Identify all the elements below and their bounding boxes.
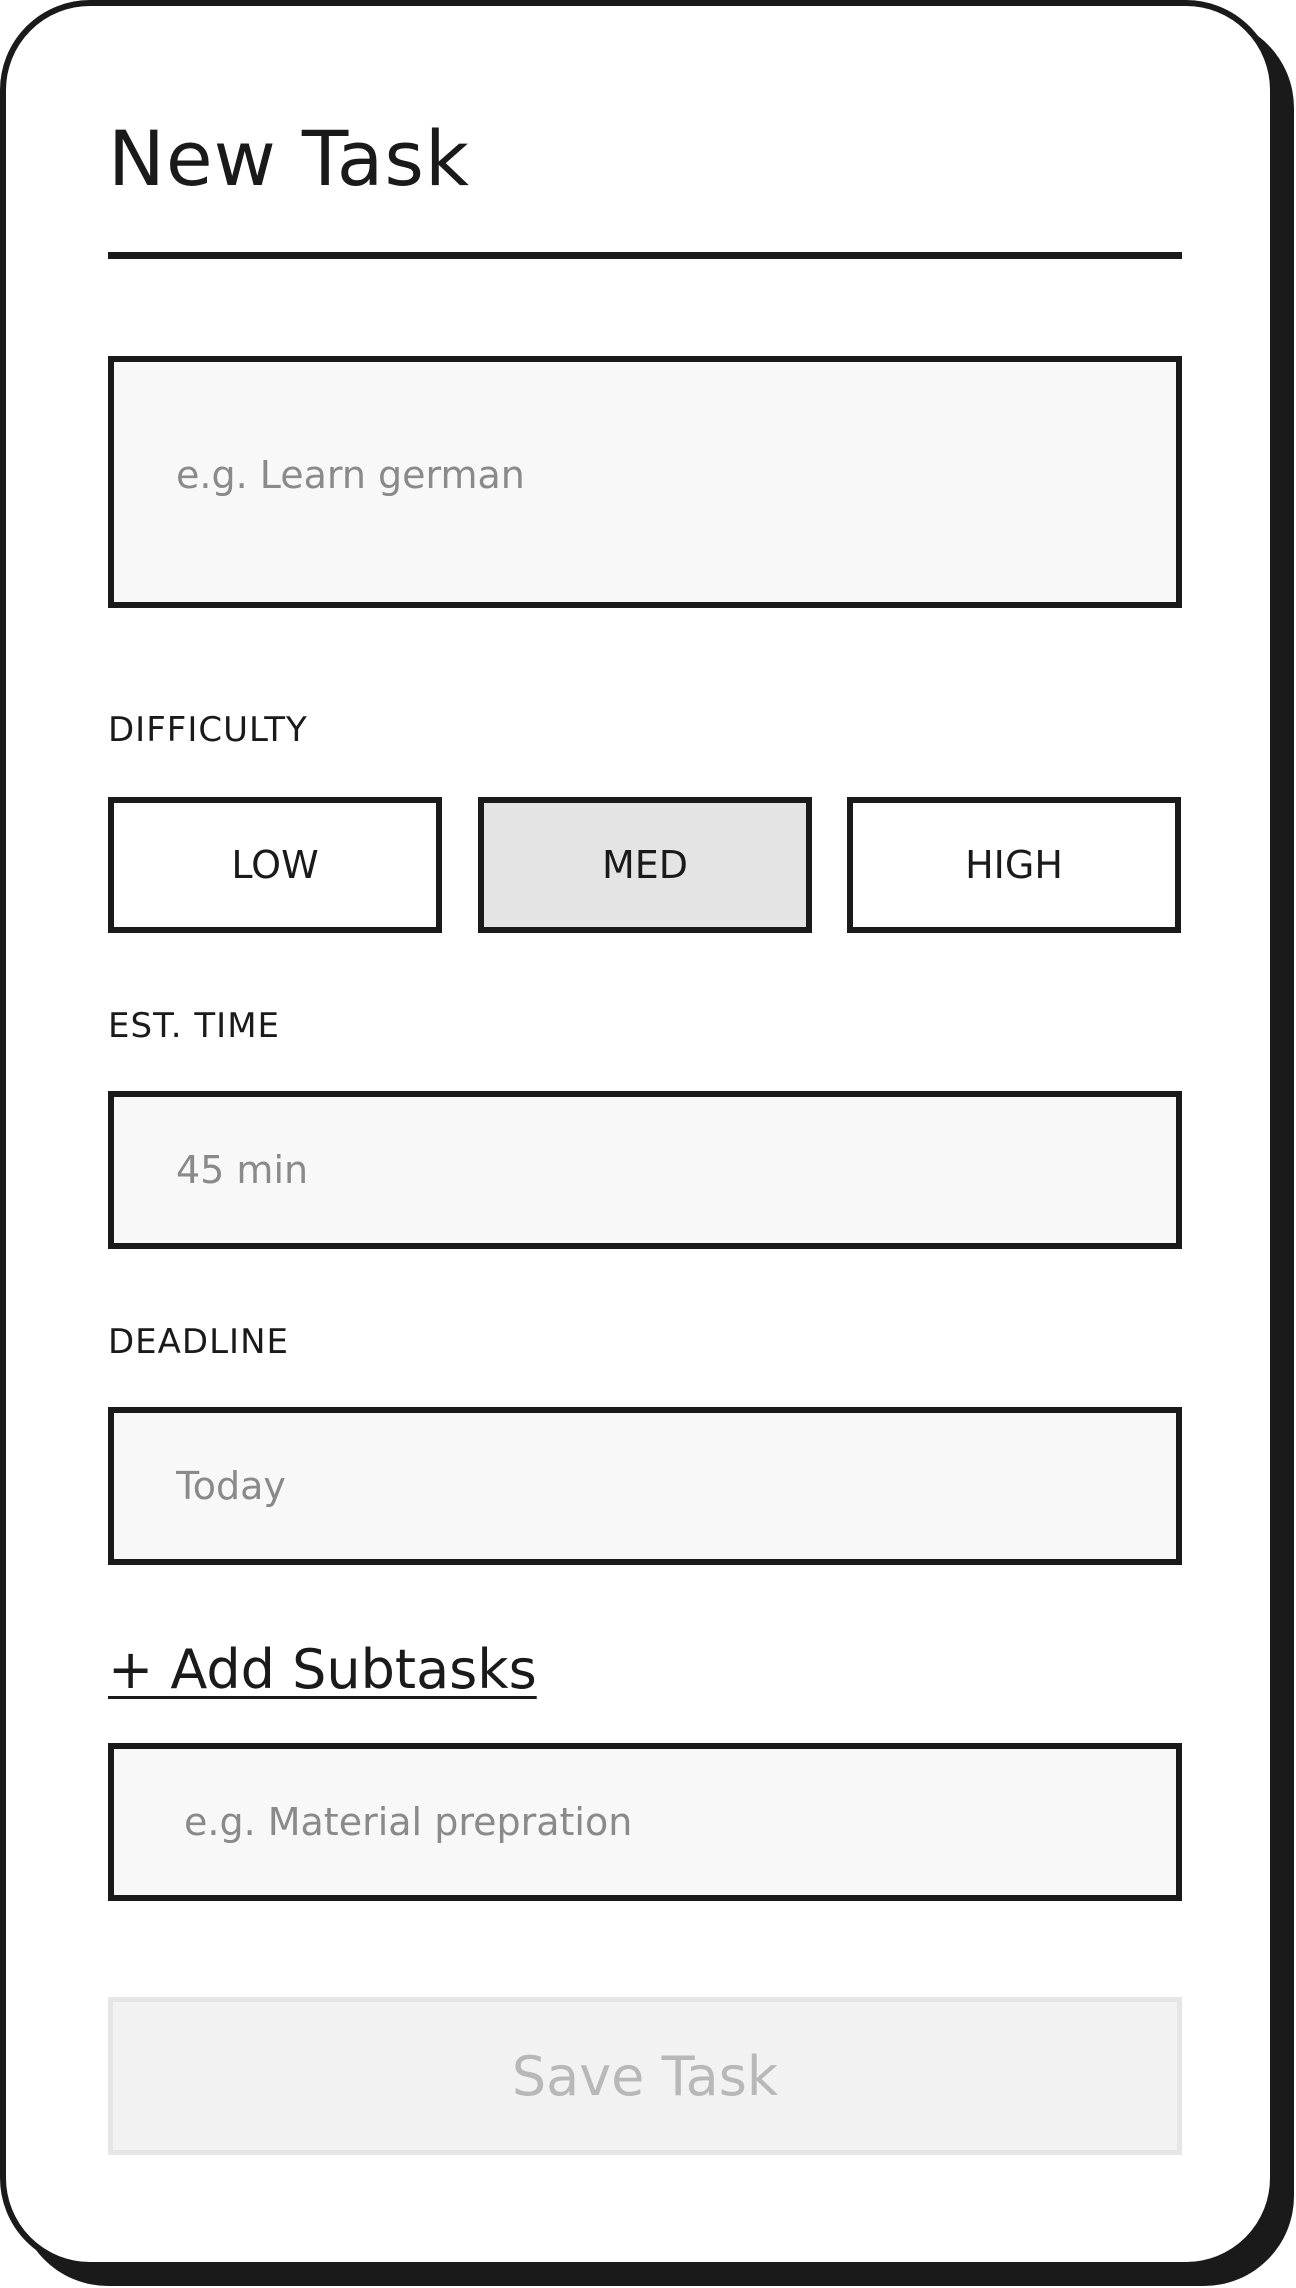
- save-task-button[interactable]: Save Task: [108, 1997, 1182, 2155]
- page-title: New Task: [108, 114, 470, 203]
- deadline-field[interactable]: [108, 1407, 1182, 1565]
- est-time-input[interactable]: [174, 1147, 1176, 1193]
- task-name-input[interactable]: [174, 452, 1176, 498]
- subtask-input[interactable]: [182, 1799, 1176, 1845]
- est-time-label: EST. TIME: [108, 1006, 281, 1046]
- difficulty-med-button[interactable]: MED: [478, 797, 812, 933]
- title-divider: [108, 252, 1182, 259]
- difficulty-low-button[interactable]: LOW: [108, 797, 442, 933]
- difficulty-label: DIFFICULTY: [108, 710, 308, 750]
- task-name-field[interactable]: [108, 356, 1182, 608]
- deadline-input[interactable]: [174, 1463, 1176, 1509]
- subtask-field[interactable]: [108, 1743, 1182, 1901]
- deadline-label: DEADLINE: [108, 1322, 289, 1362]
- add-subtasks-link[interactable]: + Add Subtasks: [108, 1638, 537, 1701]
- difficulty-high-button[interactable]: HIGH: [847, 797, 1181, 933]
- est-time-field[interactable]: [108, 1091, 1182, 1249]
